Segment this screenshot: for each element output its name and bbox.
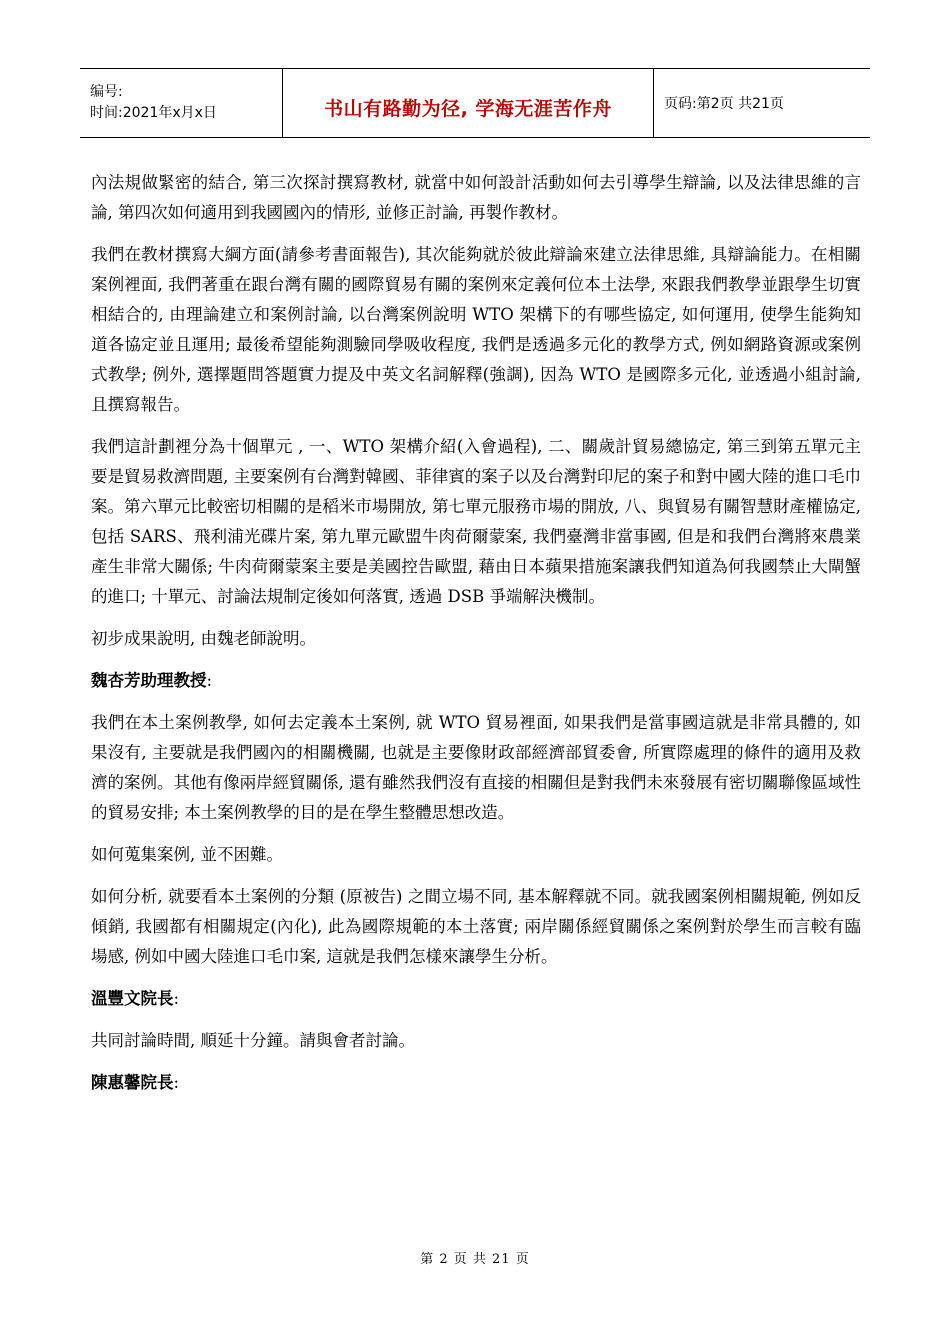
speaker-name: 陳惠馨院長 [91, 1073, 174, 1092]
document-body [91, 168, 861, 1110]
body-paragraph: 內法規做緊密的結合, 第三次探討撰寫教材, 就當中如何設計活動如何去引導學生辯論, 以及法律思維的言論, 第四次如何適用到我國國內的情形, 並修正討論, 再製作教材。 [91, 173, 861, 222]
speaker-colon: : [173, 1073, 180, 1092]
document-date: 时间:2021年x月x日 [90, 105, 217, 121]
header-page-number: 页码:第2页 共21页 [664, 96, 784, 112]
document-header [80, 68, 870, 138]
body-paragraph: 初步成果說明, 由魏老師說明。 [91, 629, 316, 648]
header-motto: 书山有路勤为径, 学海无涯苦作舟 [324, 97, 612, 120]
speaker-colon: : [173, 989, 180, 1008]
body-paragraph: 我們這計劃裡分為十個單元 , 一、WTO 架構介紹(入會過程), 二、關歲計貿易總協定, 第三到第五單元主要是貿易救濟問題, 主要案例有台灣對韓國、菲律賓的案子以及台灣對印尼的案子和對中國大陸的進口毛巾案。第六單元比較密切相關的是稻米市場開放, 第七單元服務市場的開放, 八、與貿易有關智慧財產權協定, 包括 SARS、飛利浦光碟片案, 第九單元歐盟牛肉荷爾蒙案, 我們臺灣非當事國, 但是和我們台灣將來農業產生非常大關係; 牛肉荷爾蒙案主要是美國控告歐盟, 藉由日本蘋果措施案讓我們知道為何我國禁止大閘蟹的進口; 十單元、討論法規制定後如何落實, 透過 DSB 爭端解決機制。 [91, 437, 861, 606]
speaker-colon: : [206, 671, 213, 690]
page-footer: 第 2 页 共 21 页 [420, 1252, 530, 1267]
speaker-heading [91, 1068, 861, 1098]
speaker-heading [91, 666, 861, 696]
body-paragraph: 我們在教材撰寫大綱方面(請參考書面報告), 其次能夠就於彼此辯論來建立法律思維, 具辯論能力。在相關案例裡面, 我們著重在跟台灣有關的國際貿易有關的案例來定義何位本土法學, 來跟我們教學並跟學生切實相結合的, 由理論建立和案例討論, 以台灣案例說明 WTO 架構下的有哪些協定, 如何運用, 使學生能夠知道各協定並且運用; 最後希望能夠測驗同學吸收程度, 我們是透過多元化的教學方式, 例如網路資源或案例式教學; 例外, 選擇題問答題實力提及中英文名詞解釋(強調), 因為 WTO 是國際多元化, 並透過小組討論, 且撰寫報告。 [91, 245, 861, 414]
body-paragraph: 共同討論時間, 順延十分鐘。請與會者討論。 [91, 1031, 415, 1050]
document-number-label: 编号: [90, 84, 123, 100]
speaker-heading [91, 984, 861, 1014]
body-paragraph: 如何分析, 就要看本土案例的分類 (原被告) 之間立場不同, 基本解釋就不同。就我國案例相關規範, 例如反傾銷, 我國都有相關規定(內化), 此為國際規範的本土落實; 兩岸關係經貿關係之案例對於學生而言較有臨場感, 例如中國大陸進口毛巾案, 這就是我們怎樣來讓學生分析。 [91, 887, 861, 966]
header-meta [80, 69, 282, 137]
header-motto-cell [282, 69, 654, 137]
speaker-name: 溫豐文院長 [91, 989, 174, 1008]
speaker-name: 魏杏芳助理教授 [91, 671, 207, 690]
body-paragraph: 我們在本土案例教學, 如何去定義本土案例, 就 WTO 貿易裡面, 如果我們是當事國這就是非常具體的, 如果沒有, 主要就是我們國內的相關機關, 也就是主要像財政部經濟部貿委會, 所實際處理的條件的適用及救濟的案例。其他有像兩岸經貿關係, 還有雖然我們沒有直接的相關但是對我們未來發展有密切關聯像區域性的貿易安排; 本土案例教學的目的是在學生整體思想改造。 [91, 713, 861, 822]
body-paragraph: 如何蒐集案例, 並不困難。 [91, 845, 283, 864]
header-page-cell [654, 69, 870, 137]
